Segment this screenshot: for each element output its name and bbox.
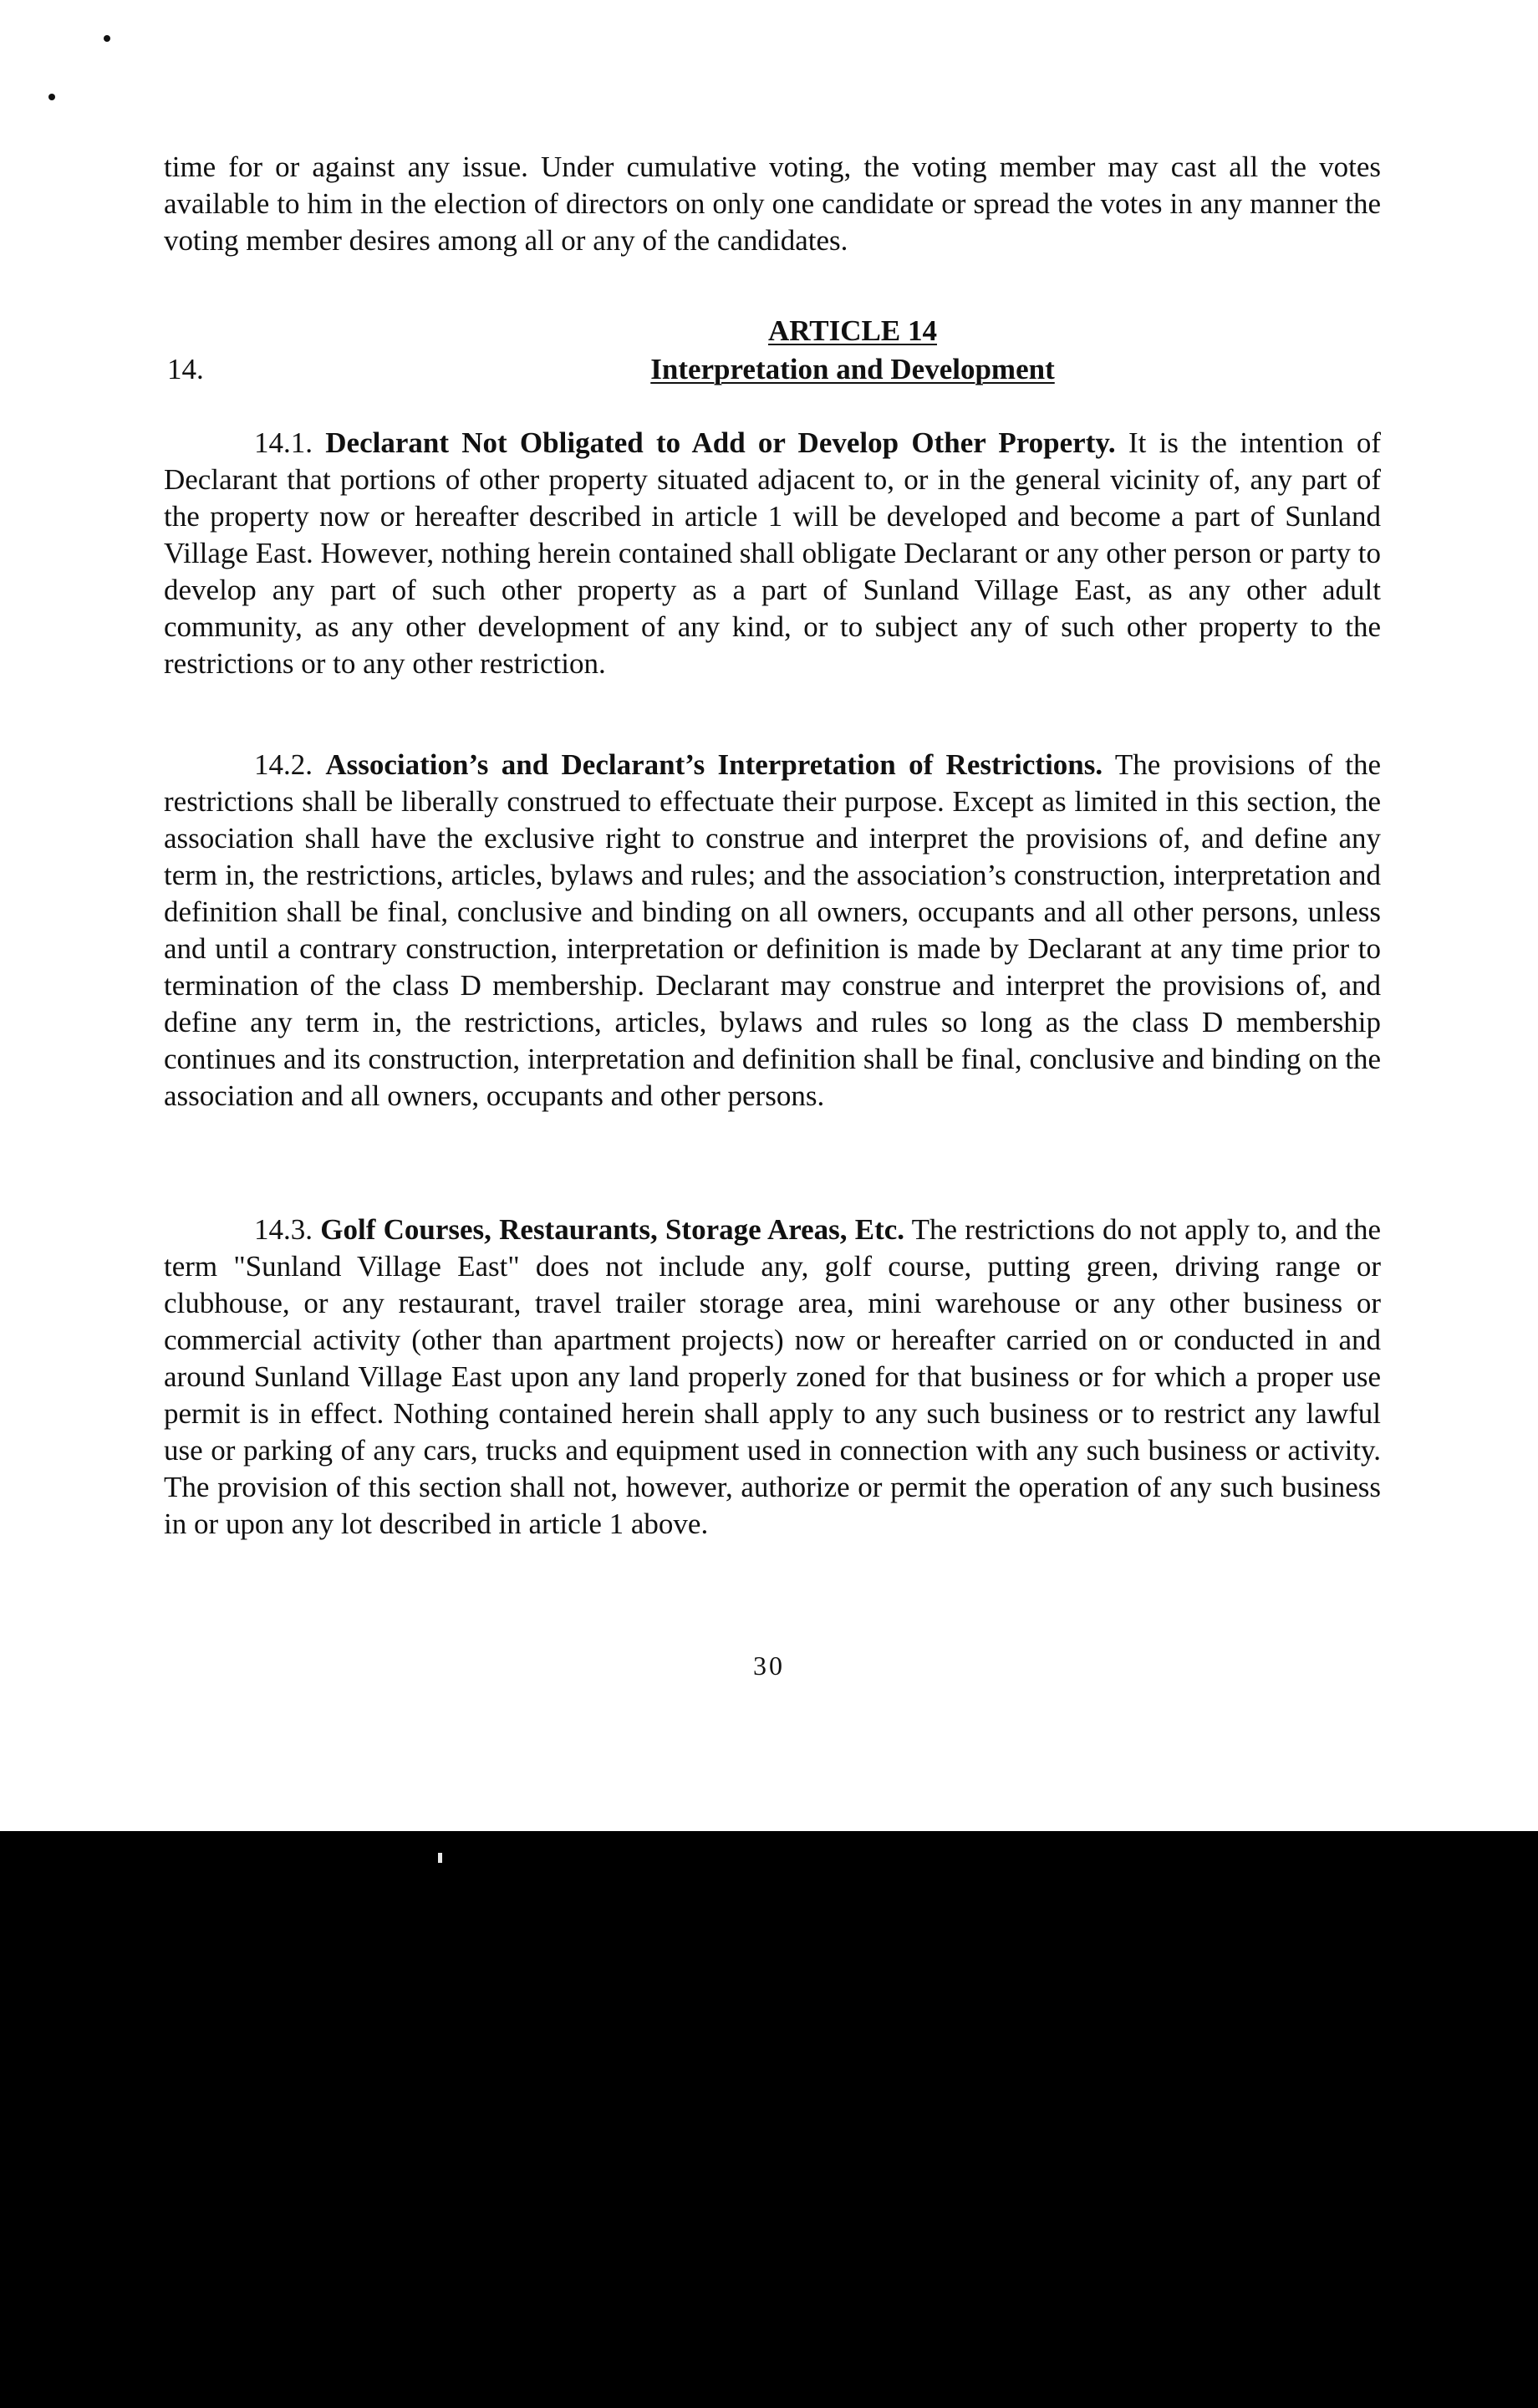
section-number: 14.3. xyxy=(254,1213,313,1246)
scan-speck xyxy=(438,1853,442,1863)
section-body: The provisions of the restrictions shall be liberally construed to effectuate their purpose. Except as limited in this section, the association shall have the exclusive right to construe and interpret the provisions of, and define any term in, the restrictions, articles, bylaws and rules; and the association’s construction, interpretation and definition shall be final, conclusive and binding on all owners, occupants and all other persons, unless and until a contrary construction, interpretation or definition is made by Declarant at any time prior to termination of the class D membership. Declarant may construe and interpret the provisions of, and define any term in, the restrictions, articles, bylaws and rules so long as the class D membership continues and its construction, interpretation and definition shall be final, conclusive and binding on the association and all owners, occupants and other persons. xyxy=(164,748,1381,1112)
section-body: The restrictions do not apply to, and the term "Sunland Village East" does not include any, golf course, putting green, driving range or clubhouse, or any restaurant, travel trailer storage area, mini warehouse or any other business or commercial activity (other than apartment projects) now or hereafter carried on or conducted in and around Sunland Village East upon any land properly zoned for that business or for which a proper use permit is in effect. Nothing contained herein shall apply to any such business or to restrict any lawful use or parking of any cars, trucks and equipment used in connection with any such business or activity. The provision of this section shall not, however, authorize or permit the operation of any such business in or upon any lot described in article 1 above. xyxy=(164,1213,1381,1540)
section-heading: Golf Courses, Restaurants, Storage Areas, Etc. xyxy=(320,1213,905,1246)
section-heading: Declarant Not Obligated to Add or Develop Other Property. xyxy=(325,426,1116,459)
paragraph-text: time for or against any issue. Under cumulative voting, the voting member may cast all the votes available to him in the election of directors on only one candidate or spread the votes in any manner the voting member desires among all or any of the candidates. xyxy=(164,150,1381,257)
article-number: 14. xyxy=(167,353,204,385)
section-14-3 xyxy=(164,1212,1381,1543)
section-14-1 xyxy=(164,425,1381,682)
section-14-2 xyxy=(164,747,1381,1115)
section-heading: Association’s and Declarant’s Interpretation of Restrictions. xyxy=(325,748,1103,781)
section-body: It is the intention of Declarant that portions of other property situated adjacent to, or in the general vicinity of, any part of the property now or hereafter described in article 1 will be developed and become a part of Sunland Village East. However, nothing herein contained shall obligate Declarant or any other person or party to develop any part of such other property as a part of Sunland Village East, as any other adult community, as any other development of any kind, or to subject any of such other property to the restrictions or to any other restriction. xyxy=(164,426,1382,680)
article-title: ARTICLE 14 xyxy=(767,314,937,347)
section-number: 14.2. xyxy=(254,748,313,781)
scan-dot-mark xyxy=(104,35,110,42)
continued-paragraph xyxy=(164,149,1381,259)
page-number: 30 xyxy=(753,1650,785,1681)
article-subtitle: Interpretation and Development xyxy=(650,353,1055,385)
scan-black-border xyxy=(0,1831,1538,2408)
scan-dot-mark xyxy=(48,94,55,100)
section-number: 14.1. xyxy=(254,426,313,459)
